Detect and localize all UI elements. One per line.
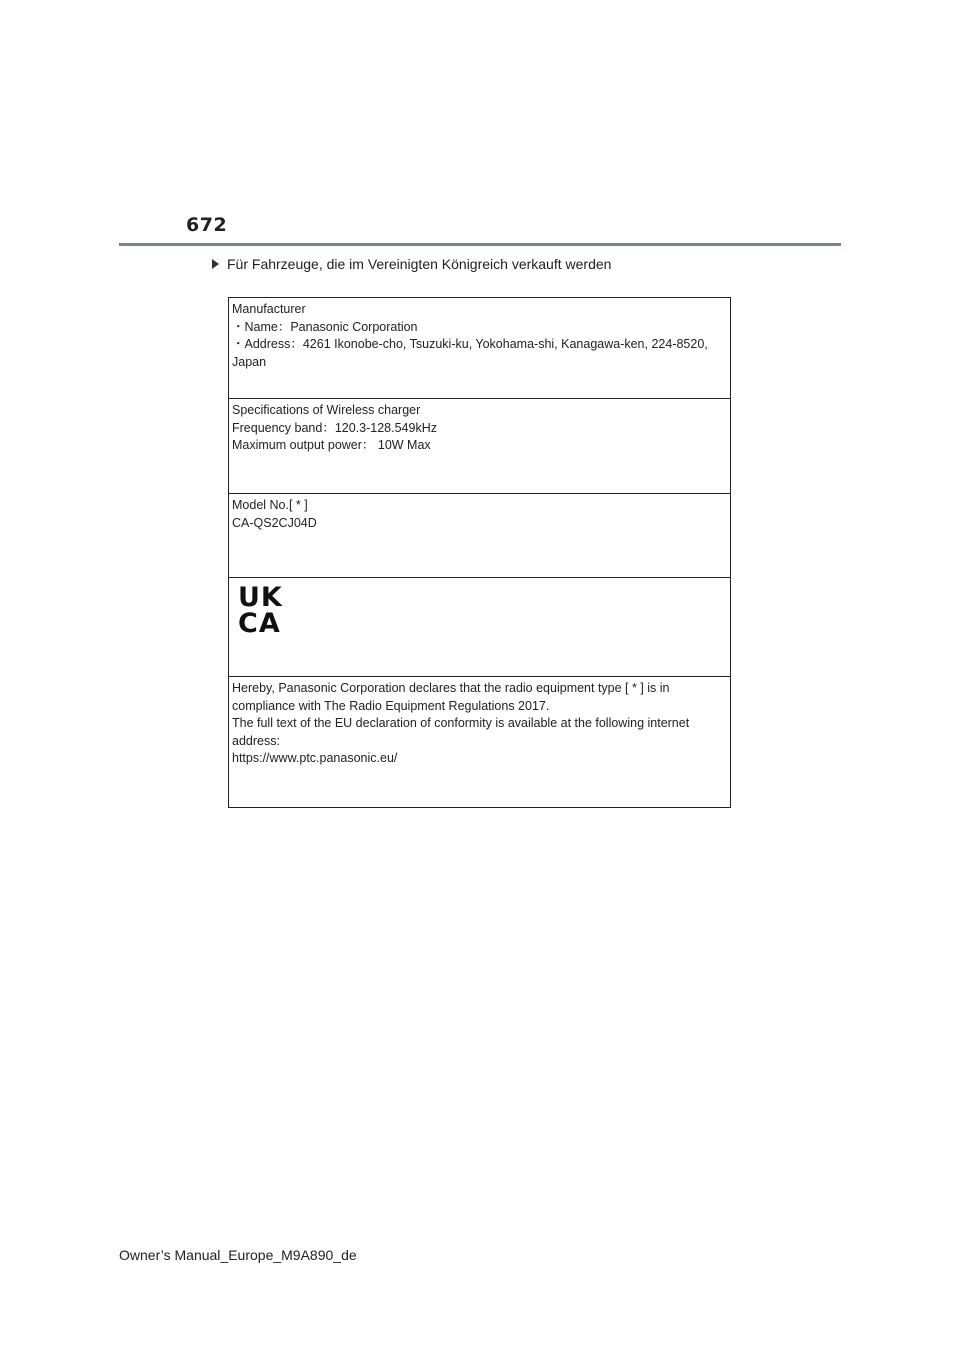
section-heading-text: Für Fahrzeuge, die im Vereinigten Königreich verkauft werden — [227, 256, 612, 272]
specs-frequency: Frequency band：120.3-128.549kHz — [232, 420, 437, 435]
ukca-mark-icon — [238, 582, 294, 639]
declaration-cell — [229, 677, 731, 808]
compliance-table — [228, 297, 731, 808]
table-row — [229, 298, 731, 399]
model-value: CA-QS2CJ04D — [232, 515, 317, 530]
manufacturer-name: ・Name：Panasonic Corporation — [232, 319, 418, 334]
ukca-mark-line1: UK — [238, 582, 283, 613]
footer-manual-id: Owner’s Manual_Europe_M9A890_de — [119, 1247, 357, 1263]
manufacturer-address: ・Address：4261 Ikonobe-cho, Tsuzuki-ku, Yokohama-shi, Kanagawa-ken, 224-8520, Japan — [232, 337, 708, 369]
table-row — [229, 494, 731, 578]
table-row — [229, 578, 731, 677]
ukca-mark-line2: CA — [238, 608, 281, 639]
page-number: 672 — [186, 214, 228, 236]
manufacturer-cell — [229, 298, 731, 399]
declaration-text: Hereby, Panasonic Corporation declares that the radio equipment type [ * ] is in compliance with The Radio Equipment Regulations 2017. — [232, 681, 670, 713]
model-cell — [229, 494, 731, 578]
ukca-cell — [229, 578, 731, 677]
specs-title: Specifications of Wireless charger — [232, 403, 421, 417]
table-row — [229, 677, 731, 808]
manufacturer-title: Manufacturer — [232, 302, 306, 316]
declaration-url: https://www.ptc.panasonic.eu/ — [232, 751, 398, 765]
header-rule — [119, 243, 841, 246]
specs-power: Maximum output power： 10W Max — [232, 438, 431, 452]
model-label: Model No.[ * ] — [232, 498, 308, 512]
declaration-availability: The full text of the EU declaration of conformity is available at the following internet address: — [232, 716, 690, 748]
specs-cell — [229, 399, 731, 494]
table-row — [229, 399, 731, 494]
section-heading — [212, 256, 611, 272]
triangle-bullet-icon — [212, 259, 219, 269]
